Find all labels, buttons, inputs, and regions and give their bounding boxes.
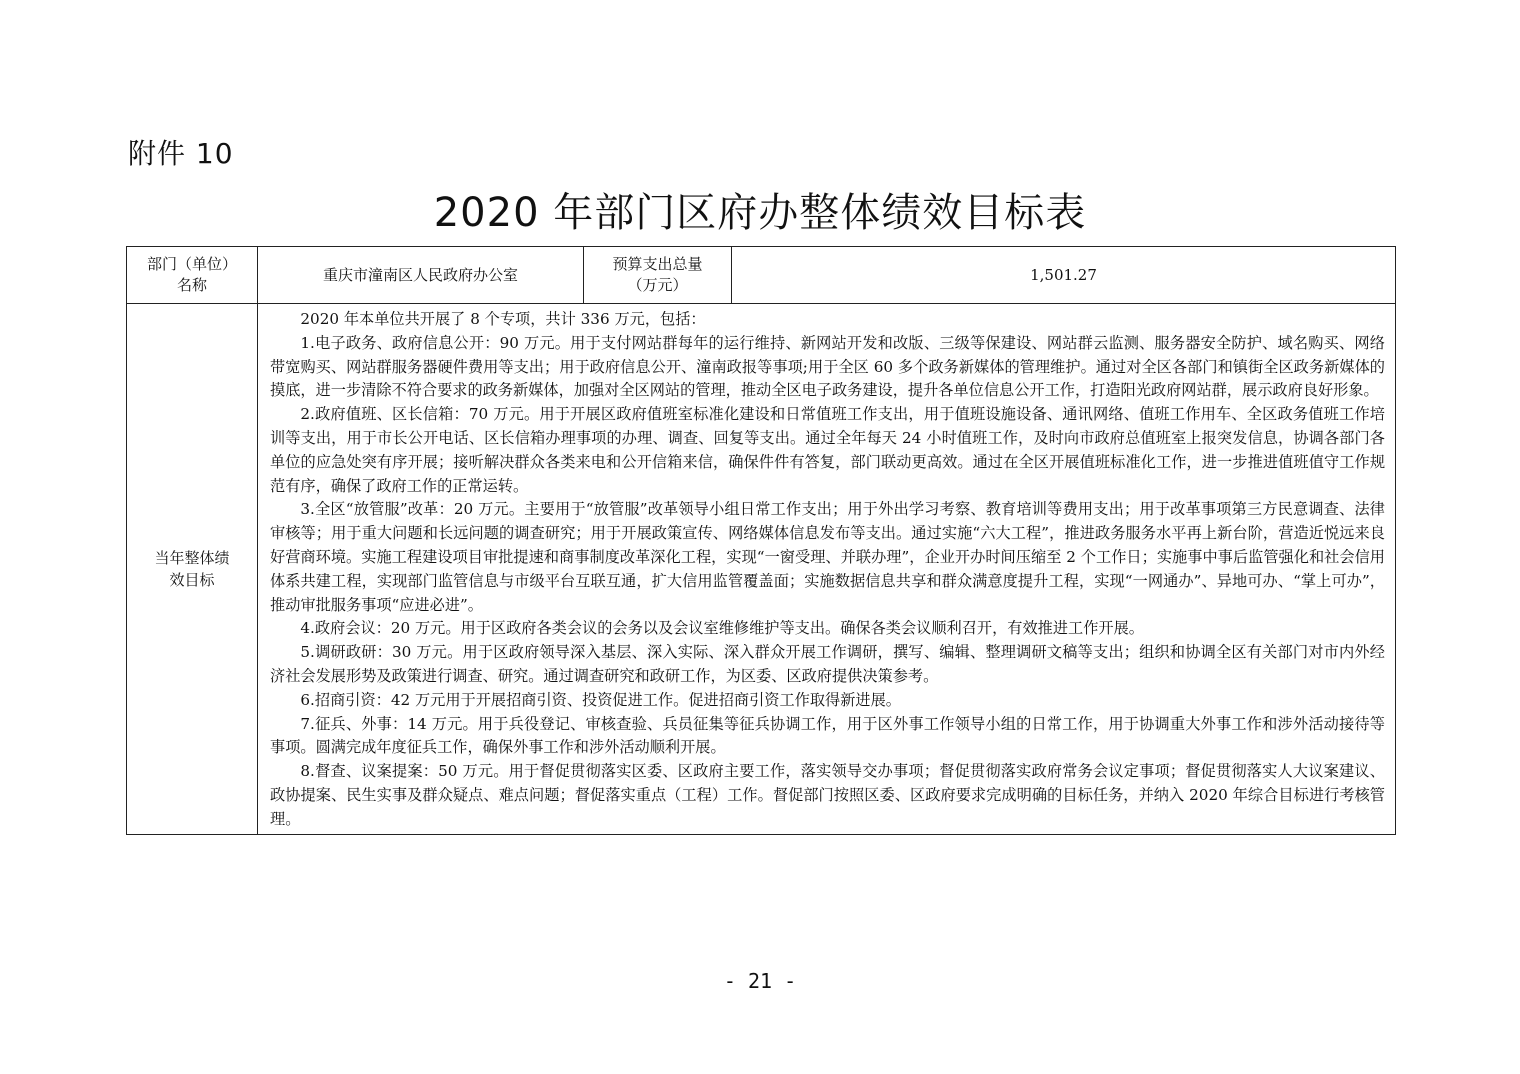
dept-name-value: 重庆市潼南区人民政府办公室	[258, 247, 584, 304]
goal-label	[127, 304, 258, 835]
budget-label	[584, 247, 732, 304]
dept-label-line2: 名称	[176, 276, 207, 294]
budget-label-line1: 预算支出总量	[612, 255, 703, 273]
goal-paragraph-reform: 3.全区“放管服”改革：20 万元。主要用于“放管服”改革领导小组日常工作支出；用于外出学习考察、教育培训等费用支出；用于改革事项第三方民意调查、法律审核等；用于重大问题和长远问题的调查研究；用于开展政策宣传、网络媒体信息发布等支出。通过实施“六大工程”，推进政务服务水平再上新台阶，营造近悦远来良好营商环境。实施工程建设项目审批提速和商事制度改革深化工程，实现“一窗受理、并联办理”，企业开办时间压缩至 2 个工作日；实施事中事后监管强化和社会信用体系共建工程，实现部门监管信息与市级平台互联互通，扩大信用监管覆盖面；实施数据信息共享和群众满意度提升工程，实现“一网通办”、异地可办、“掌上可办”，推动审批服务事项“应进必进”。	[270, 500, 1385, 614]
goal-paragraph-e-government: 1.电子政务、政府信息公开：90 万元。用于支付网站群每年的运行维持、新网站开发和改版、三级等保建设、网站群云监测、服务器安全防护、域名购买、网络带宽购买、网站群服务器硬件费用等支出；用于政府信息公开、潼南政报等事项;用于全区 60 多个政务新媒体的管理维护。通过对全区各部门和镇街全区政务新媒体的摸底，进一步清除不符合要求的政务新媒体，加强对全区网站的管理，推动全区电子政务建设，提升各单位信息公开工作，打造阳光政府网站群，展示政府良好形象。	[270, 333, 1385, 400]
goal-paragraph-investment: 6.招商引资：42 万元用于开展招商引资、投资促进工作。促进招商引资工作取得新进展。	[300, 690, 901, 709]
header-row	[127, 247, 1396, 304]
goal-row	[127, 304, 1396, 835]
goal-label-line2: 效目标	[169, 570, 215, 589]
document-title: 2020 年部门区府办整体绩效目标表	[433, 190, 1087, 236]
dept-name-label	[127, 247, 258, 304]
goal-paragraph-research: 5.调研政研：30 万元。用于区政府领导深入基层、深入实际、深入群众开展工作调研，撰写、编辑、整理调研文稿等支出；组织和协调全区有关部门对市内外经济社会发展形势及政策进行调查、研究。通过调查研究和政研工作，为区委、区政府提供决策参考。	[270, 643, 1385, 685]
budget-label-line2: （万元）	[627, 276, 688, 294]
goal-paragraph-duty-mailbox: 2.政府值班、区长信箱：70 万元。用于开展区政府值班室标准化建设和日常值班工作支出，用于值班设施设备、通讯网络、值班工作用车、全区政务值班工作培训等支出，用于市长公开电话、区长信箱办理事项的办理、调查、回复等支出。通过全年每天 24 小时值班工作，及时向市政府总值班室上报突发信息，协调各部门各单位的应急处突有序开展；接听解决群众各类来电和公开信箱来信，确保件件有答复，部门联动更高效。通过在全区开展值班标准化工作，进一步推进值班值守工作规范有序，确保了政府工作的正常运转。	[270, 405, 1385, 495]
goal-label-line1: 当年整体绩	[154, 548, 230, 567]
goal-paragraph-meetings: 4.政府会议：20 万元。用于区政府各类会议的会务以及会议室维修维护等支出。确保各类会议顺利召开，有效推进工作开展。	[300, 619, 1144, 638]
goal-paragraph-conscription: 7.征兵、外事：14 万元。用于兵役登记、审核查验、兵员征集等征兵协调工作，用于区外事工作领导小组的日常工作，用于协调重大外事工作和涉外活动接待等事项。圆满完成年度征兵工作，确保外事工作和涉外活动顺利开展。	[270, 714, 1385, 757]
goal-intro-paragraph: 2020 年本单位共开展了 8 个专项，共计 336 万元，包括：	[300, 310, 706, 328]
goal-paragraph-supervision: 8.督查、议案提案：50 万元。用于督促贯彻落实区委、区政府主要工作，落实领导交办事项；督促贯彻落实政府常务会议定事项；督促贯彻落实人大议案建议、政协提案、民生实事及群众疑点、难点问题；督促落实重点（工程）工作。督促部门按照区委、区政府要求完成明确的目标任务，并纳入 2020 年综合目标进行考核管理。	[270, 762, 1385, 828]
page-number: - 21 -	[723, 969, 797, 993]
performance-goal-table	[126, 246, 1396, 835]
goal-content	[258, 304, 1396, 835]
budget-value: 1,501.27	[732, 247, 1396, 304]
dept-label-line1: 部门（单位）	[146, 255, 237, 273]
attachment-label: 附件 10	[128, 137, 234, 170]
